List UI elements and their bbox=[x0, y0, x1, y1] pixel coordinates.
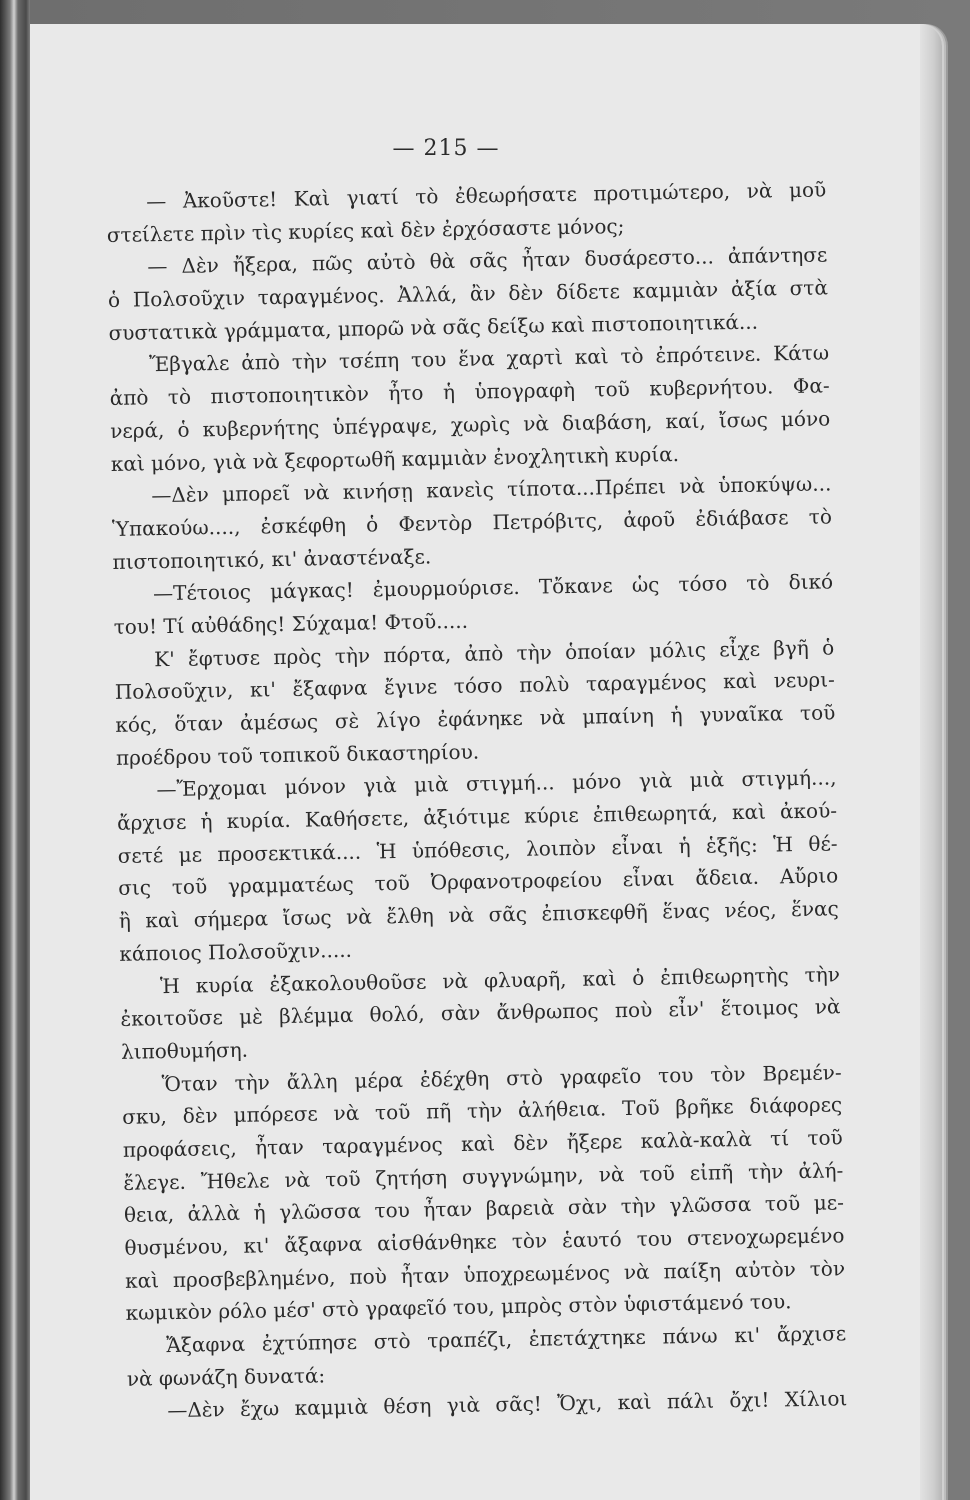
text-line: θεια, ἀλλὰ ἡ γλῶσσα του ἦταν βαρειὰ σὰν τὴν γλῶσσα τοῦ με- bbox=[123, 1190, 845, 1228]
text-line: σκυ, δὲν μπόρεσε νὰ τοῦ πῆ τὴν ἀλήθεια. Τοῦ βρῆκε διάφορες bbox=[122, 1092, 843, 1130]
text-line: Ὑπακούω...., ἐσκέφθη ὁ Φεντὸρ Πετρόβιτς, ἀφοῦ ἐδιάβασε τὸ bbox=[111, 504, 833, 541]
text-line: σετέ με προσεκτικά.... Ἡ ὑπόθεσις, λοιπὸν εἶναι ἡ ἑξῆς: Ἡ θέ- bbox=[117, 831, 838, 868]
text-line: ἄρχισε ἡ κυρία. Καθήσετε, ἀξιότιμε κύριε ἐπιθεωρητά, καὶ ἀκού- bbox=[116, 798, 838, 835]
book-spine-edge bbox=[0, 0, 30, 1500]
text-line: Πολσοῦχιν, κι' ἔξαφνα ἔγινε τόσο πολὺ ταραγμένος καὶ νευρι- bbox=[114, 667, 835, 705]
text-line: προφάσεις, ἦταν ταραγμένος καὶ δὲν ἤξερε καλὰ-καλὰ τί τοῦ bbox=[122, 1125, 843, 1162]
text-line: θυσμένου, κι' ἄξαφνα αἰσθάνθηκε τὸν ἑαυτό του στενοχωρεμένο bbox=[124, 1223, 845, 1260]
text-line: κωμικὸν ρόλο μέσ' στὸ γραφεῖό του, μπρὸς στὸν ὑφιστάμενό του. bbox=[125, 1289, 792, 1326]
text-line: νὰ φωνάζη δυνατά: bbox=[126, 1363, 326, 1391]
text-line: ἀπὸ τὸ πιστοποιητικὸν ἦτο ἡ ὑπογραφὴ τοῦ κυβερνήτου. Φα- bbox=[109, 373, 830, 411]
text-line: καὶ μόνο, γιὰ νὰ ξεφορτωθῆ καμμιὰν ἐνοχλητικὴ κυρία. bbox=[110, 441, 680, 476]
text-line: προέδρου τοῦ τοπικοῦ δικαστηρίου. bbox=[115, 739, 480, 770]
text-line: —Δὲν ἔχω καμμιὰ θέση γιὰ σᾶς! Ὄχι, καὶ πάλι ὄχι! Χίλιοι bbox=[167, 1386, 848, 1423]
text-line: Ἔβγαλε ἀπὸ τὴν τσέπη του ἕνα χαρτὶ καὶ τὸ ἐπρότεινε. Κάτω bbox=[148, 340, 830, 377]
text-line: —Τέτοιος μάγκας! ἐμουρμούρισε. Τὄκανε ὡς τόσο τὸ δικό bbox=[152, 569, 834, 606]
text-line: κός, ὅταν ἀμέσως σὲ λίγο ἐφάνηκε νὰ μπαίνη ἡ γυναῖκα τοῦ bbox=[115, 700, 836, 737]
book-page bbox=[30, 24, 942, 1500]
text-line: —Ἔρχομαι μόνον γιὰ μιὰ στιγμή... μόνο γιὰ μιὰ στιγμή..., bbox=[156, 765, 837, 802]
text-line: Ἡ κυρία ἐξακολουθοῦσε νὰ φλυαρῆ, καὶ ὁ ἐπιθεωρητὴς τὴν bbox=[159, 961, 841, 998]
text-line: ὁ Πολσοῦχιν ταραγμένος. Ἀλλά, ἂν δὲν δίδετε καμμιὰν ἀξία στὰ bbox=[107, 275, 829, 313]
text-line: κάποιος Πολσοῦχιν..... bbox=[119, 937, 353, 966]
text-line: συστατικὰ γράμματα, μπορῶ νὰ σᾶς δείξω καὶ πιστοποιητικά... bbox=[108, 309, 759, 345]
text-line: Ὅταν τὴν ἄλλη μέρα ἐδέχθη στὸ γραφεῖο του τὸν Βρεμέν- bbox=[161, 1059, 842, 1096]
text-line: νερά, ὁ κυβερνήτης ὑπέγραψε, χωρὶς νὰ διαβάση, καί, ἴσως μόνο bbox=[110, 406, 831, 443]
text-line: πιστοποιητικό, κι' ἀναστέναξε. bbox=[112, 543, 432, 574]
text-line: — Ἀκοῦστε! Καὶ γιατί τὸ ἐθεωρήσατε προτιμώτερο, νὰ μοῦ bbox=[146, 177, 827, 214]
text-line: — Δὲν ἤξερα, πῶς αὐτὸ θὰ σᾶς ἦταν δυσάρεστο... ἀπάντησε bbox=[147, 242, 828, 279]
text-line: λιποθυμήση. bbox=[120, 1037, 249, 1064]
text-line: ἐκοιτοῦσε μὲ βλέμμα θολό, σὰν ἄνθρωπος ποὺ εἶν' ἕτοιμος νὰ bbox=[120, 994, 841, 1032]
text-line: ἢ καὶ σήμερα ἴσως νὰ ἔλθη νὰ σᾶς ἐπισκεφθῆ ἕνας νέος, ἕνας bbox=[118, 896, 839, 934]
text-line: σις τοῦ γραμματέως τοῦ Ὀρφανοτροφείου εἶναι ἄδεια. Αὔριο bbox=[118, 863, 839, 901]
text-line: —Δὲν μπορεῖ νὰ κινήσῃ κανεὶς τίποτα...Πρέπει νὰ ὑποκύψω... bbox=[151, 471, 832, 508]
page-edge-shadow bbox=[920, 24, 942, 1500]
text-line: στείλετε πρὶν τὶς κυρίες καὶ δὲν ἐρχόσαστε μόνος; bbox=[106, 213, 625, 247]
page-number: — 215 — bbox=[392, 136, 500, 161]
text-line: του! Τί αὐθάδης! Σύχαμα! Φτοῦ..... bbox=[113, 608, 469, 639]
text-line: ἔλεγε. Ἤθελε νὰ τοῦ ζητήση συγγνώμην, νὰ τοῦ εἰπῆ τὴν ἀλή- bbox=[123, 1157, 844, 1195]
text-line: Ἄξαφνα ἐχτύπησε στὸ τραπέζι, ἐπετάχτηκε πάνω κι' ἄρχισε bbox=[166, 1321, 847, 1358]
page-text-body bbox=[106, 173, 848, 1428]
text-line: Κ' ἔφτυσε πρὸς τὴν πόρτα, ἀπὸ τὴν ὁποίαν μόλις εἶχε βγῆ ὁ bbox=[154, 634, 835, 671]
text-line: καὶ προσβεβλημένο, ποὺ ἦταν ὑποχρεωμένος νὰ παίξη αὐτὸν τὸν bbox=[124, 1255, 846, 1293]
